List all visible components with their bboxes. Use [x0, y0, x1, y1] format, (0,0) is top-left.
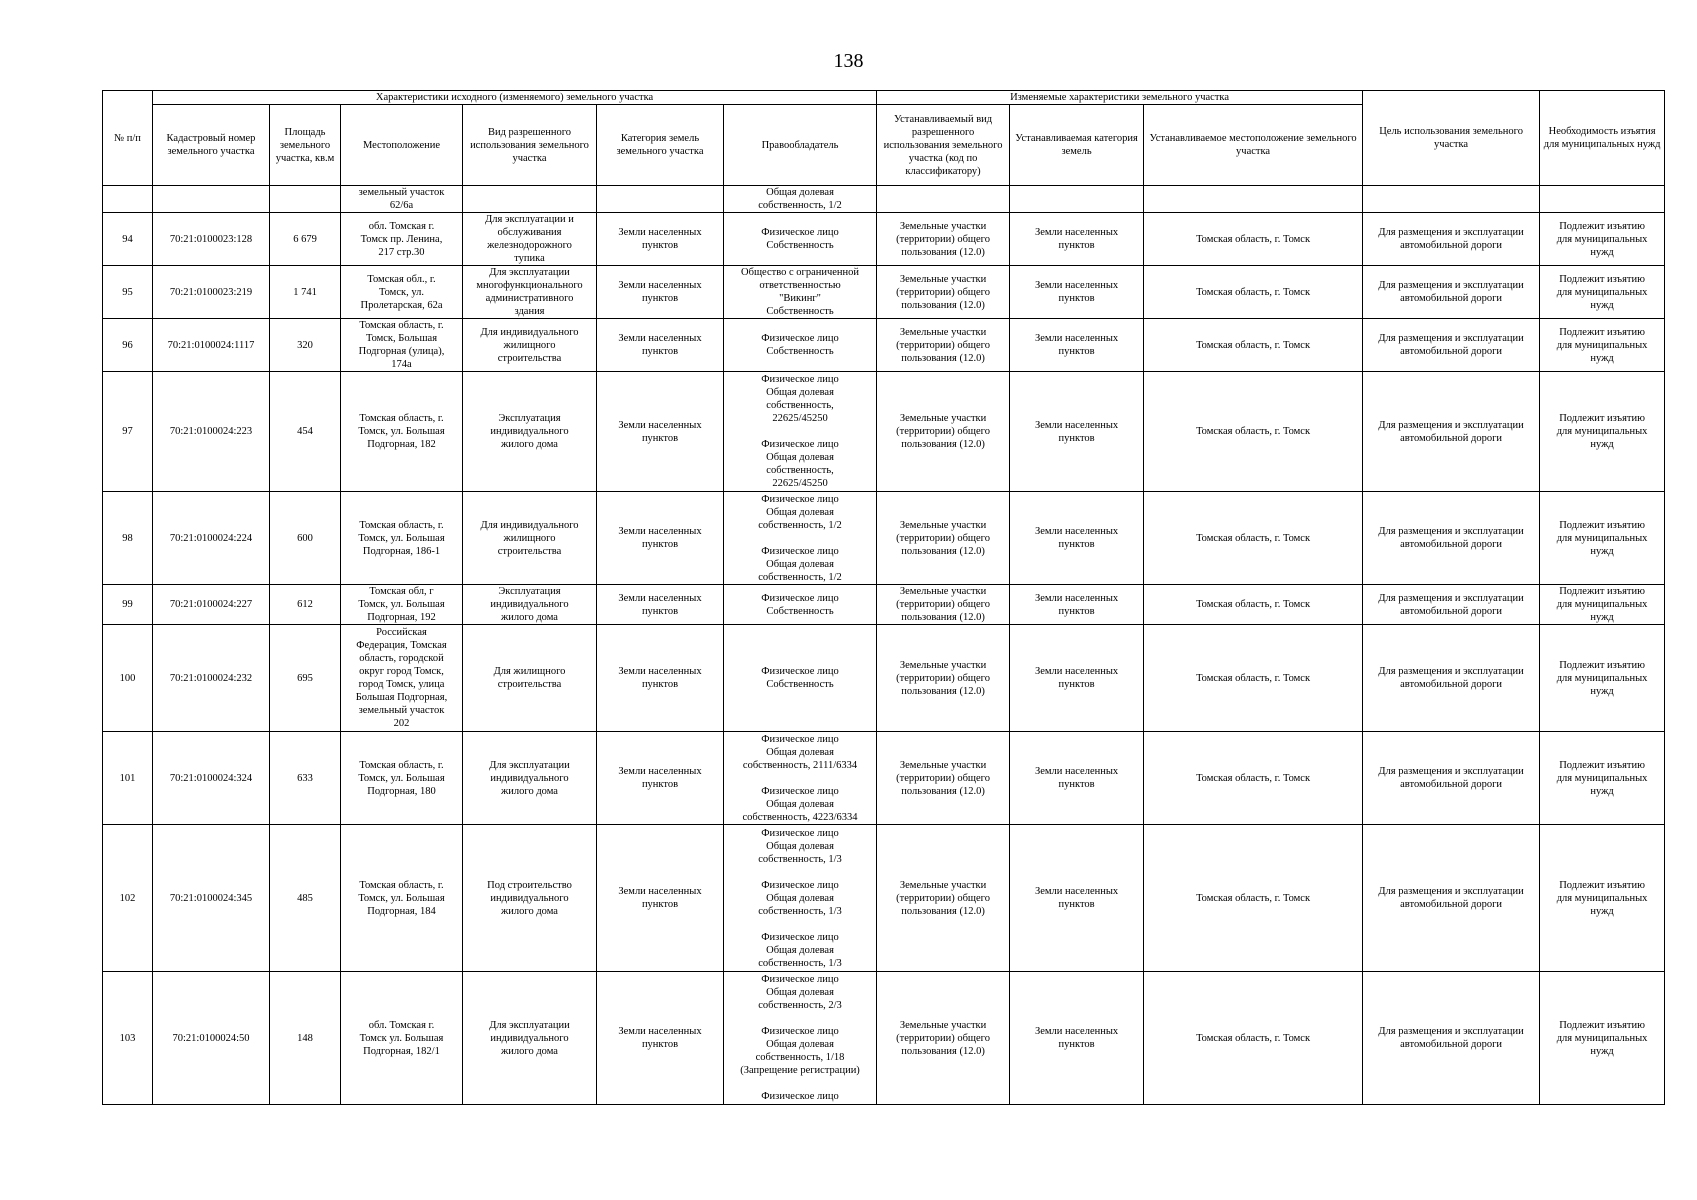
column-header-owner: Правообладатель [724, 105, 877, 186]
cell-permitted-use: Эксплуатация индивидуального жилого дома [463, 372, 597, 492]
cell-new-location: Томская область, г. Томск [1144, 625, 1363, 732]
cell-empty [153, 186, 270, 213]
cell-area: 148 [270, 972, 341, 1105]
cell-need: Подлежит изъятию для муниципальных нужд [1540, 585, 1665, 625]
cell-category: Земли населенных пунктов [597, 266, 724, 319]
cell-empty [1363, 186, 1540, 213]
cell-permitted-use: Для эксплуатации и обслуживания железнодорожного тупика [463, 213, 597, 266]
cell-cadastral: 70:21:0100024:50 [153, 972, 270, 1105]
cell-area: 633 [270, 732, 341, 825]
cell-purpose: Для размещения и эксплуатации автомобильной дороги [1363, 732, 1540, 825]
cell-number: 100 [103, 625, 153, 732]
table-row [103, 266, 1665, 319]
cell-new-use: Земельные участки (территории) общего пользования (12.0) [877, 732, 1010, 825]
cell-permitted-use: Эксплуатация индивидуального жилого дома [463, 585, 597, 625]
cell-owner: Общая долевая собственность, 1/2 [724, 186, 877, 213]
cell-permitted-use: Для эксплуатации индивидуального жилого дома [463, 732, 597, 825]
cell-location: Томская область, г. Томск, ул. Большая Подгорная, 186-1 [341, 492, 463, 585]
cell-owner: Физическое лицо Общая долевая собственность, 1/3 Физическое лицо Общая долевая собственность, 1/3 Физическое лицо Общая долевая собственность, 1/3 [724, 825, 877, 972]
cell-empty [463, 186, 597, 213]
cell-new-location: Томская область, г. Томск [1144, 972, 1363, 1105]
cell-need: Подлежит изъятию для муниципальных нужд [1540, 825, 1665, 972]
column-header-need: Необходимость изъятия для муниципальных нужд [1540, 91, 1665, 186]
cell-number: 99 [103, 585, 153, 625]
cell-number: 95 [103, 266, 153, 319]
cell-new-use: Земельные участки (территории) общего пользования (12.0) [877, 319, 1010, 372]
cell-empty [270, 186, 341, 213]
cell-category: Земли населенных пунктов [597, 732, 724, 825]
cell-empty [1540, 186, 1665, 213]
cell-number: 103 [103, 972, 153, 1105]
column-header-category: Категория земель земельного участка [597, 105, 724, 186]
cell-permitted-use: Для эксплуатации многофункционального административного здания [463, 266, 597, 319]
column-header-number: № п/п [103, 91, 153, 186]
cell-permitted-use: Для эксплуатации индивидуального жилого дома [463, 972, 597, 1105]
table-row [103, 972, 1665, 1105]
cell-need: Подлежит изъятию для муниципальных нужд [1540, 972, 1665, 1105]
cell-new-use: Земельные участки (территории) общего пользования (12.0) [877, 266, 1010, 319]
cell-location: Российская Федерация, Томская область, городской округ город Томск, город Томск, улица Большая Подгорная, земельный участок 202 [341, 625, 463, 732]
cell-cadastral: 70:21:0100023:128 [153, 213, 270, 266]
cell-location: обл. Томская г. Томск пр. Ленина, 217 стр.30 [341, 213, 463, 266]
cell-category: Земли населенных пунктов [597, 492, 724, 585]
cell-location: Томская область, г. Томск, Большая Подгорная (улица), 174а [341, 319, 463, 372]
cell-permitted-use: Под строительство индивидуального жилого дома [463, 825, 597, 972]
page-number: 138 [833, 50, 864, 72]
cell-new-use: Земельные участки (территории) общего пользования (12.0) [877, 625, 1010, 732]
column-header-new-category: Устанавливаемая категория земель [1010, 105, 1144, 186]
cell-new-category: Земли населенных пунктов [1010, 266, 1144, 319]
cell-area: 612 [270, 585, 341, 625]
cell-empty [1010, 186, 1144, 213]
cell-new-category: Земли населенных пунктов [1010, 492, 1144, 585]
cell-cadastral: 70:21:0100024:232 [153, 625, 270, 732]
cell-need: Подлежит изъятию для муниципальных нужд [1540, 319, 1665, 372]
cell-area: 6 679 [270, 213, 341, 266]
cell-location: обл. Томская г. Томск ул. Большая Подгорная, 182/1 [341, 972, 463, 1105]
column-header-cadastral: Кадастровый номер земельного участка [153, 105, 270, 186]
cell-category: Земли населенных пунктов [597, 319, 724, 372]
cell-number: 96 [103, 319, 153, 372]
cell-purpose: Для размещения и эксплуатации автомобильной дороги [1363, 972, 1540, 1105]
cell-owner: Физическое лицо Общая долевая собственность, 2/3 Физическое лицо Общая долевая собственность, 1/18 (Запрещение регистрации) Физическое лицо [724, 972, 877, 1105]
cell-category: Земли населенных пунктов [597, 625, 724, 732]
cell-new-location: Томская область, г. Томск [1144, 319, 1363, 372]
table-row [103, 625, 1665, 732]
cell-owner: Физическое лицо Собственность [724, 319, 877, 372]
header-group-changed: Изменяемые характеристики земельного участка [877, 91, 1363, 105]
cell-area: 695 [270, 625, 341, 732]
cell-cadastral: 70:21:0100024:224 [153, 492, 270, 585]
table-row [103, 372, 1665, 492]
cell-new-category: Земли населенных пунктов [1010, 585, 1144, 625]
cell-purpose: Для размещения и эксплуатации автомобильной дороги [1363, 266, 1540, 319]
cell-new-location: Томская область, г. Томск [1144, 585, 1363, 625]
cell-new-location: Томская область, г. Томск [1144, 213, 1363, 266]
cell-owner: Физическое лицо Собственность [724, 213, 877, 266]
cell-owner: Физическое лицо Общая долевая собственность, 22625/45250 Физическое лицо Общая долевая собственность, 22625/45250 [724, 372, 877, 492]
cell-purpose: Для размещения и эксплуатации автомобильной дороги [1363, 585, 1540, 625]
cell-cadastral: 70:21:0100023:219 [153, 266, 270, 319]
column-header-purpose: Цель использования земельного участка [1363, 91, 1540, 186]
cell-new-use: Земельные участки (территории) общего пользования (12.0) [877, 585, 1010, 625]
cell-new-category: Земли населенных пунктов [1010, 625, 1144, 732]
cell-cadastral: 70:21:0100024:324 [153, 732, 270, 825]
cell-new-category: Земли населенных пунктов [1010, 319, 1144, 372]
header-group-original: Характеристики исходного (изменяемого) земельного участка [153, 91, 877, 105]
cell-permitted-use: Для жилищного строительства [463, 625, 597, 732]
table-row [103, 825, 1665, 972]
table-row [103, 585, 1665, 625]
column-header-new-location: Устанавливаемое местоположение земельного участка [1144, 105, 1363, 186]
cell-empty [103, 186, 153, 213]
cell-empty [1144, 186, 1363, 213]
cell-new-location: Томская область, г. Томск [1144, 732, 1363, 825]
cell-empty [597, 186, 724, 213]
cell-purpose: Для размещения и эксплуатации автомобильной дороги [1363, 625, 1540, 732]
cell-permitted-use: Для индивидуального жилищного строительства [463, 319, 597, 372]
cell-category: Земли населенных пунктов [597, 585, 724, 625]
cell-new-location: Томская область, г. Томск [1144, 266, 1363, 319]
cell-new-location: Томская область, г. Томск [1144, 492, 1363, 585]
cell-purpose: Для размещения и эксплуатации автомобильной дороги [1363, 319, 1540, 372]
cell-new-use: Земельные участки (территории) общего пользования (12.0) [877, 492, 1010, 585]
cell-number: 102 [103, 825, 153, 972]
cell-new-category: Земли населенных пунктов [1010, 213, 1144, 266]
cell-area: 320 [270, 319, 341, 372]
column-header-location: Местоположение [341, 105, 463, 186]
cell-location: Томская область, г. Томск, ул. Большая Подгорная, 184 [341, 825, 463, 972]
table-row-continued [103, 186, 1665, 213]
cell-owner: Физическое лицо Собственность [724, 585, 877, 625]
cell-location: Томская обл., г. Томск, ул. Пролетарская, 62а [341, 266, 463, 319]
cell-area: 600 [270, 492, 341, 585]
header-group-row [103, 91, 1665, 105]
cell-cadastral: 70:21:0100024:1117 [153, 319, 270, 372]
column-header-area: Площадь земельного участка, кв.м [270, 105, 341, 186]
cell-owner: Общество с ограниченной ответственностью "Викинг" Собственность [724, 266, 877, 319]
cell-number: 101 [103, 732, 153, 825]
cell-area: 485 [270, 825, 341, 972]
cell-category: Земли населенных пунктов [597, 372, 724, 492]
land-plots-table [102, 90, 1665, 1105]
cell-need: Подлежит изъятию для муниципальных нужд [1540, 492, 1665, 585]
cell-empty [877, 186, 1010, 213]
cell-new-category: Земли населенных пунктов [1010, 972, 1144, 1105]
cell-category: Земли населенных пунктов [597, 972, 724, 1105]
cell-purpose: Для размещения и эксплуатации автомобильной дороги [1363, 213, 1540, 266]
cell-need: Подлежит изъятию для муниципальных нужд [1540, 213, 1665, 266]
cell-purpose: Для размещения и эксплуатации автомобильной дороги [1363, 372, 1540, 492]
cell-new-category: Земли населенных пунктов [1010, 732, 1144, 825]
cell-number: 97 [103, 372, 153, 492]
cell-owner: Физическое лицо Общая долевая собственность, 2111/6334 Физическое лицо Общая долевая собственность, 4223/6334 [724, 732, 877, 825]
cell-category: Земли населенных пунктов [597, 213, 724, 266]
cell-permitted-use: Для индивидуального жилищного строительства [463, 492, 597, 585]
cell-cadastral: 70:21:0100024:227 [153, 585, 270, 625]
cell-category: Земли населенных пунктов [597, 825, 724, 972]
table-row [103, 213, 1665, 266]
cell-purpose: Для размещения и эксплуатации автомобильной дороги [1363, 825, 1540, 972]
cell-cadastral: 70:21:0100024:223 [153, 372, 270, 492]
cell-number: 98 [103, 492, 153, 585]
cell-area: 1 741 [270, 266, 341, 319]
cell-need: Подлежит изъятию для муниципальных нужд [1540, 732, 1665, 825]
column-header-new-use: Устанавливаемый вид разрешенного использования земельного участка (код по классификатору) [877, 105, 1010, 186]
cell-cadastral: 70:21:0100024:345 [153, 825, 270, 972]
cell-new-use: Земельные участки (территории) общего пользования (12.0) [877, 972, 1010, 1105]
cell-need: Подлежит изъятию для муниципальных нужд [1540, 625, 1665, 732]
cell-location: земельный участок 62/6а [341, 186, 463, 213]
cell-purpose: Для размещения и эксплуатации автомобильной дороги [1363, 492, 1540, 585]
cell-new-category: Земли населенных пунктов [1010, 825, 1144, 972]
cell-owner: Физическое лицо Собственность [724, 625, 877, 732]
cell-new-location: Томская область, г. Томск [1144, 372, 1363, 492]
cell-location: Томская область, г. Томск, ул. Большая Подгорная, 182 [341, 372, 463, 492]
cell-new-use: Земельные участки (территории) общего пользования (12.0) [877, 372, 1010, 492]
cell-owner: Физическое лицо Общая долевая собственность, 1/2 Физическое лицо Общая долевая собственность, 1/2 [724, 492, 877, 585]
cell-location: Томская область, г. Томск, ул. Большая Подгорная, 180 [341, 732, 463, 825]
cell-new-use: Земельные участки (территории) общего пользования (12.0) [877, 825, 1010, 972]
cell-location: Томская обл, г Томск, ул. Большая Подгорная, 192 [341, 585, 463, 625]
cell-area: 454 [270, 372, 341, 492]
cell-need: Подлежит изъятию для муниципальных нужд [1540, 266, 1665, 319]
table-row [103, 732, 1665, 825]
cell-need: Подлежит изъятию для муниципальных нужд [1540, 372, 1665, 492]
cell-number: 94 [103, 213, 153, 266]
table-row [103, 319, 1665, 372]
cell-new-use: Земельные участки (территории) общего пользования (12.0) [877, 213, 1010, 266]
cell-new-category: Земли населенных пунктов [1010, 372, 1144, 492]
column-header-permitted-use: Вид разрешенного использования земельного участка [463, 105, 597, 186]
cell-new-location: Томская область, г. Томск [1144, 825, 1363, 972]
table-row [103, 492, 1665, 585]
